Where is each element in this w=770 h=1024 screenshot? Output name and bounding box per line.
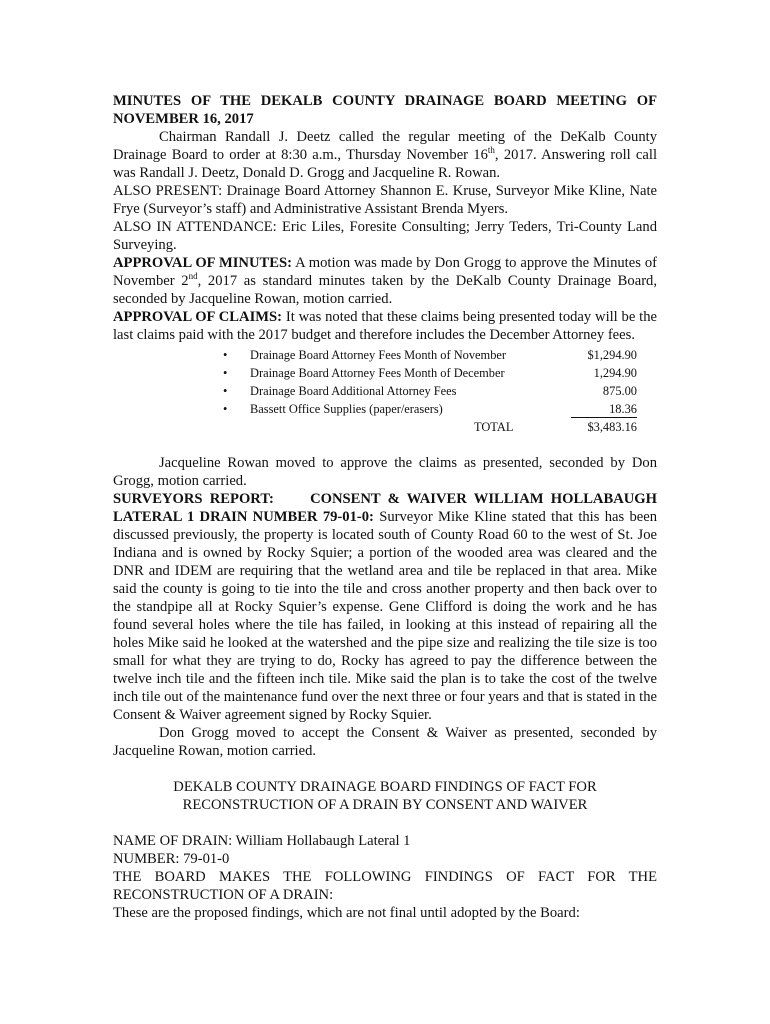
bullet-icon: •: [223, 366, 228, 380]
drain-number: NUMBER: 79-01-0: [113, 851, 230, 867]
claims-total-amount: $3,483.16: [587, 420, 637, 434]
approval-of-claims-label: APPROVAL OF CLAIMS:: [113, 309, 283, 325]
call-to-order-sup: th: [487, 145, 495, 156]
spacer: [113, 436, 657, 454]
claims-list-item: [113, 346, 657, 364]
findings-title-line1: DEKALB COUNTY DRAINAGE BOARD FINDINGS OF FACT FOR: [173, 779, 597, 795]
proposed-findings-note: These are the proposed findings, which are not final until adopted by the Board:: [113, 905, 580, 921]
claims-list-item: [113, 400, 657, 418]
consent-waiver-label: CONSENT & WAIVER WILLIAM HOLLABAUGH LATERAL 1 DRAIN NUMBER 79-01-0:: [113, 491, 657, 525]
findings-title-line2: RECONSTRUCTION OF A DRAIN BY CONSENT AND WAIVER: [182, 797, 588, 813]
claim-amount: 875.00: [602, 384, 637, 398]
claims-motion-paragraph: Jacqueline Rowan moved to approve the claims as presented, seconded by Don Grogg, motion carried.: [113, 455, 657, 489]
also-attendance-paragraph: ALSO IN ATTENDANCE: Eric Liles, Foresite Consulting; Jerry Teders, Tri-County Land Surveying.: [113, 219, 657, 253]
claims-total-label: TOTAL: [474, 420, 514, 434]
approval-of-minutes-text-a: A motion was made by Don Grogg to approve the Minutes of November 2: [113, 255, 657, 289]
name-of-drain: NAME OF DRAIN: William Hollabaugh Lateral 1: [113, 833, 411, 849]
claim-description: Drainage Board Attorney Fees Month of November: [250, 348, 507, 362]
call-to-order-text-a: Chairman Randall J. Deetz called the regular meeting of the DeKalb County Drainage Board to order at 8:30 a.m., Thursday November 16: [113, 129, 657, 163]
call-to-order-text-b: , 2017. Answering roll call was Randall J. Deetz, Donald D. Grogg and Jacqueline R. Rowan.: [113, 147, 657, 181]
approval-of-claims-text: It was noted that these claims being presented today will be the last claims paid with the 2017 budget and therefore includes the December Attorney fees.: [113, 309, 657, 343]
minutes-heading: MINUTES OF THE DEKALB COUNTY DRAINAGE BOARD MEETING OF NOVEMBER 16, 2017: [113, 93, 657, 127]
surveyors-report-label: SURVEYORS REPORT:: [113, 491, 274, 507]
claims-list-item: [113, 364, 657, 382]
claim-description: Drainage Board Additional Attorney Fees: [250, 384, 457, 398]
call-to-order-paragraph: [113, 128, 657, 182]
bullet-icon: •: [223, 402, 228, 416]
claim-amount: $1,294.90: [587, 348, 637, 362]
approval-of-minutes-sup: nd: [188, 271, 198, 282]
approval-of-minutes-label: APPROVAL OF MINUTES:: [113, 255, 292, 271]
surveyors-report-paragraph: [113, 490, 657, 724]
surveyors-report-text: Surveyor Mike Kline stated that this has been discussed previously, the property is located south of County Road 60 to the west of St. Joe Indiana and is owned by Rocky Squier; a portion of the wooded area was cleared and the DNR and IDEM are requiring that the wetland area and tile be replaced in that area. Mike said the county is going to tie into the tile and cross another property and then back over to the standpipe all at Rocky Squier’s expense. Gene Clifford is doing the work and he has found several holes where the tile has failed, in looking at this instead of repairing all the holes Mike said he looked at the watershed and the pipe size and realizing the tile size is too small for what they are trying to do, Rocky has agreed to pay the difference between the twelve inch tile and the fifteen inch tile. Mike said the plan is to take the cost of the twelve inch tile out of the maintenance fund over the next three or four years and that is stated in the Consent & Waiver agreement signed by Rocky Squier.: [113, 509, 657, 723]
claims-list-item: [113, 382, 657, 400]
spacer: [113, 760, 657, 778]
bullet-icon: •: [223, 348, 228, 362]
claim-description: Drainage Board Attorney Fees Month of December: [250, 366, 505, 380]
claims-total-row: [113, 418, 657, 436]
also-present-paragraph: ALSO PRESENT: Drainage Board Attorney Shannon E. Kruse, Surveyor Mike Kline, Nate Frye (Surveyor’s staff) and Administrative Assistant Brenda Myers.: [113, 183, 657, 217]
approval-of-minutes-paragraph: [113, 254, 657, 308]
spacer: [113, 814, 657, 832]
document-page: [113, 92, 657, 922]
surveyor-motion-paragraph: Don Grogg moved to accept the Consent & Waiver as presented, seconded by Jacqueline Rowan, motion carried.: [113, 725, 657, 759]
approval-of-minutes-text-b: , 2017 as standard minutes taken by the DeKalb County Drainage Board, seconded by Jacqueline Rowan, motion carried.: [113, 273, 657, 307]
claim-description: Bassett Office Supplies (paper/erasers): [250, 402, 443, 416]
claim-amount: 1,294.90: [593, 366, 637, 380]
claims-list: [113, 346, 657, 436]
approval-of-claims-paragraph: [113, 308, 657, 344]
claim-amount-wrapper: [571, 400, 637, 418]
board-findings-heading: THE BOARD MAKES THE FOLLOWING FINDINGS OF FACT FOR THE RECONSTRUCTION OF A DRAIN:: [113, 869, 657, 903]
claim-amount: 18.36: [571, 402, 637, 418]
bullet-icon: •: [223, 384, 228, 398]
